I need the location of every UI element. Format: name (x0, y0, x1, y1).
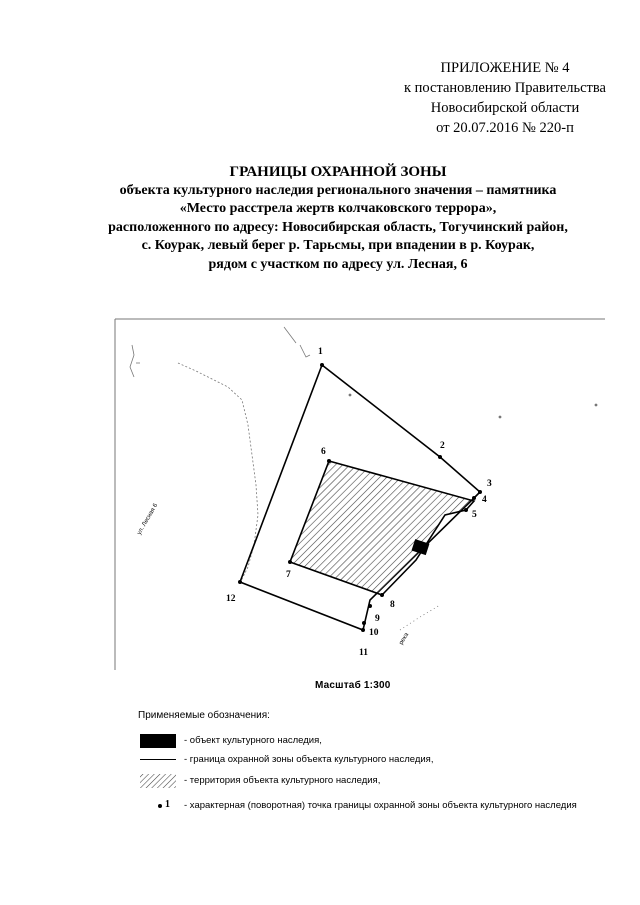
appendix-date: от 20.07.2016 № 220-п (436, 120, 574, 136)
title-address-2: с. Коурак, левый берег р. Тарьсмы, при впадении в р. Коурак, (141, 238, 535, 253)
point-label-6: 6 (321, 447, 326, 457)
heritage-territory (290, 461, 474, 595)
boundary-point-8 (380, 593, 384, 597)
legend-text-territory: - территория объекта культурного наследия, (184, 775, 381, 786)
boundary-point-12 (238, 580, 242, 584)
appendix-number: ПРИЛОЖЕНИЕ № 4 (440, 60, 570, 76)
point-label-2: 2 (440, 441, 445, 451)
title-address-1: расположенного по адресу: Новосибирская область, Тогучинский район, (108, 219, 568, 235)
appendix-header (380, 58, 630, 138)
boundary-point-6 (327, 459, 331, 463)
point-label-8: 8 (390, 600, 395, 610)
point-label-1: 1 (318, 347, 323, 357)
title-address-3: рядом с участком по адресу ул. Лесная, 6 (208, 256, 468, 272)
point-label-7: 7 (286, 570, 291, 580)
legend-text-object: - объект культурного наследия, (184, 735, 322, 746)
boundary-point-5 (464, 508, 468, 512)
point-symbol-label: 1 (165, 799, 170, 810)
boundary-point-11 (361, 628, 365, 632)
boundary-point-7 (288, 560, 292, 564)
map-scale: Масштаб 1:300 (315, 680, 391, 691)
point-label-5: 5 (472, 510, 477, 520)
point-label-12: 12 (226, 594, 236, 604)
point-label-10: 10 (369, 628, 379, 638)
legend-title: Применяемые обозначения: (138, 710, 270, 721)
point-label-11: 11 (359, 648, 368, 658)
river-label: река (398, 631, 411, 646)
title-object-type: объекта культурного наследия регионального значения – памятника (119, 182, 557, 198)
boundary-point-10 (362, 621, 366, 625)
point-label-3: 3 (487, 479, 492, 489)
title-object-name: «Место расстрела жертв колчаковского террора», (179, 201, 497, 216)
appendix-resolution: к постановлению Правительства (404, 80, 606, 96)
black-square-icon (138, 733, 178, 749)
hatch-icon (138, 773, 178, 789)
boundary-point-2 (438, 455, 442, 459)
legend-text-point: - характерная (поворотная) точка границы охранной зоны объекта культурного наследия (184, 800, 577, 811)
boundary-point-3 (478, 490, 482, 494)
point-icon (138, 798, 178, 814)
street-label: ул. Лесная 6 (136, 502, 160, 536)
boundary-point-1 (320, 363, 324, 367)
legend-text-boundary: - граница охранной зоны объекта культурного наследия, (184, 754, 434, 765)
boundary-point-9 (368, 604, 372, 608)
line-icon (138, 752, 178, 768)
appendix-region: Новосибирской области (430, 100, 580, 116)
title-heading: ГРАНИЦЫ ОХРАННОЙ ЗОНЫ (229, 164, 447, 180)
point-label-9: 9 (375, 614, 380, 624)
document-title (60, 163, 616, 274)
point-label-4: 4 (482, 495, 487, 505)
boundary-plan (0, 305, 640, 675)
boundary-point-4 (472, 496, 476, 500)
